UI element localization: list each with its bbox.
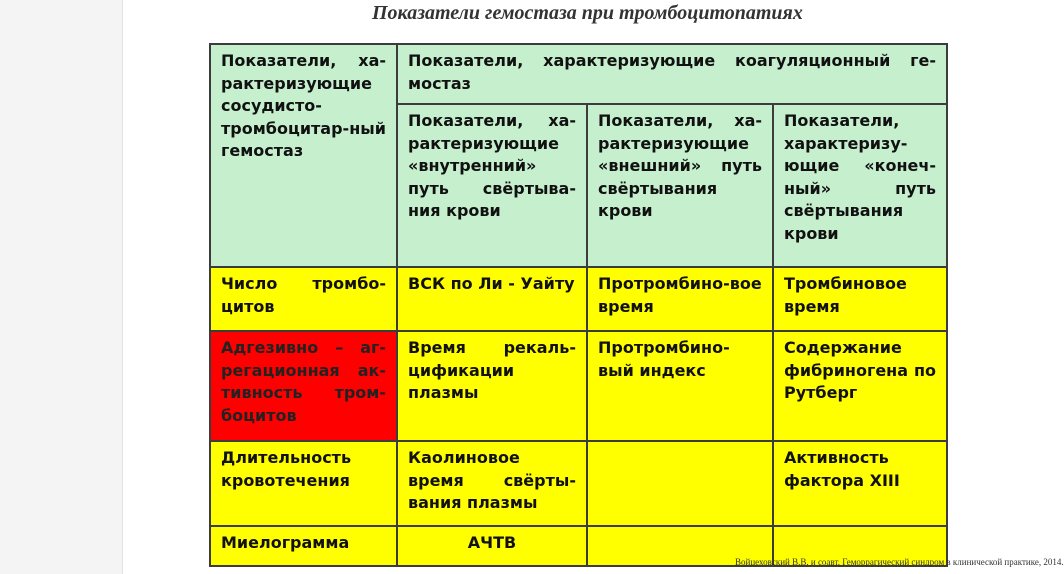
- table-row: [210, 267, 947, 331]
- table-cell: Активность фактора XIII: [773, 441, 947, 526]
- table-row: [210, 331, 947, 441]
- header-external-pathway: Показатели, ха-рактеризующие «внешний» путь свёртывания крови: [587, 104, 773, 267]
- source-citation: Войцеховский В.В. и соавт. Геморрагический синдром в клинической практике, 2014.: [735, 557, 1064, 567]
- header-coagulation: Показатели, характеризующие коагуляционный ге-мостаз: [397, 44, 947, 104]
- slide-left-margin: [0, 0, 123, 574]
- table-cell: Длительность кровотечения: [210, 441, 397, 526]
- hemostasis-table: [209, 43, 948, 567]
- table-cell-highlighted: Адгезивно – аг-регационная ак-тивность тром-боцитов: [210, 331, 397, 441]
- table-cell: АЧТВ: [397, 526, 587, 566]
- table-row: [210, 441, 947, 526]
- table-cell: Время рекаль-цификации плазмы: [397, 331, 587, 441]
- table-cell: Тромбиновое время: [773, 267, 947, 331]
- table-cell: Каолиновое время свёрты-вания плазмы: [397, 441, 587, 526]
- slide-title: Показатели гемостаза при тромбоцитопатиях: [372, 2, 803, 24]
- header-vascular-platelet: Показатели, ха-рактеризующие сосудисто-тромбоцитар-ный гемостаз: [210, 44, 397, 267]
- table-cell: Протромбино-вое время: [587, 267, 773, 331]
- header-internal-pathway: Показатели, ха-рактеризующие «внутренний» путь свёртыва-ния крови: [397, 104, 587, 267]
- table-cell: Содержание фибриногена по Рутберг: [773, 331, 947, 441]
- table-cell: Протромбино-вый индекс: [587, 331, 773, 441]
- table-cell: ВСК по Ли - Уайту: [397, 267, 587, 331]
- table-cell: [587, 441, 773, 526]
- header-final-pathway: Показатели, характеризу-ющие «конеч-ный» путь свёртывания крови: [773, 104, 947, 267]
- table-cell: Число тромбо-цитов: [210, 267, 397, 331]
- table-cell: Миелограмма: [210, 526, 397, 566]
